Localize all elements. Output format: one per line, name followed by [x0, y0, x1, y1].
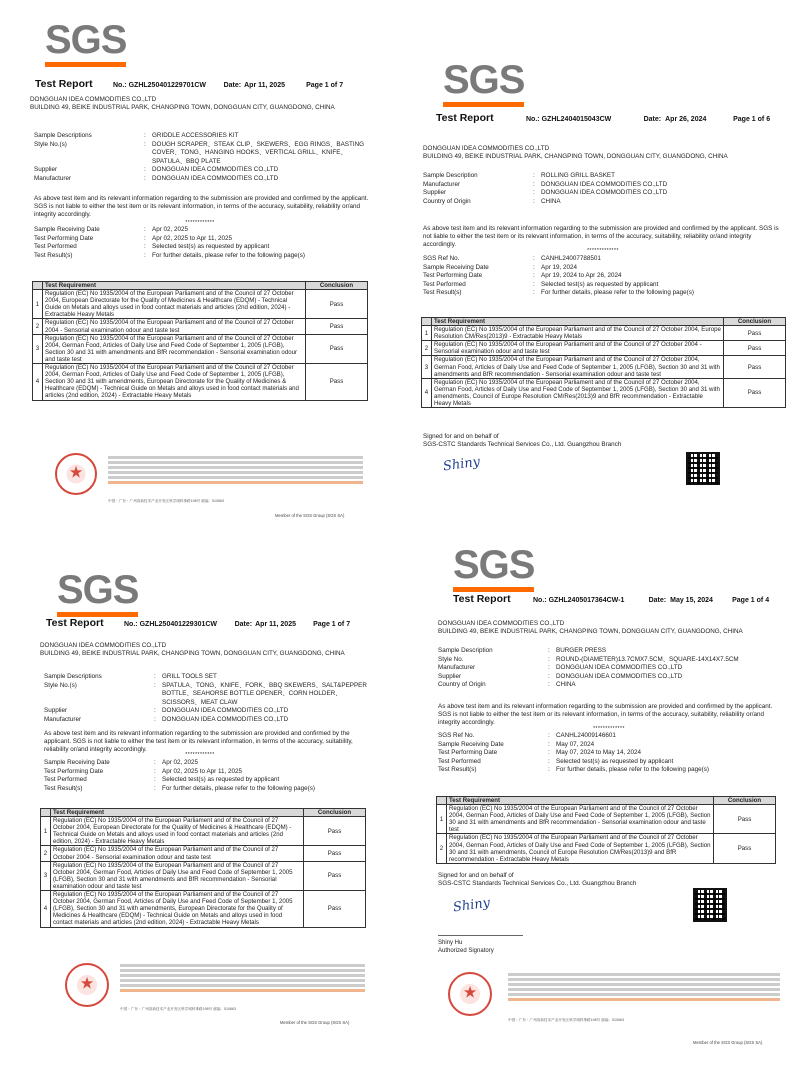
date-label: Date: — [643, 116, 662, 123]
field-value: Apr 02, 2025 to Apr 11, 2025 — [162, 767, 243, 775]
row-number: 3 — [33, 334, 43, 363]
col-test-requirement: Test Requirement — [447, 797, 714, 805]
report-title: Test Report — [436, 112, 494, 124]
table-row — [41, 846, 366, 861]
table-header-row — [437, 797, 776, 805]
field-row: Supplier : DONGGUAN IDEA COMMODITIES CO.,LTD — [423, 189, 786, 198]
field-key: Sample Description — [423, 172, 478, 179]
table-row — [422, 356, 786, 378]
star-icon: ★ — [79, 975, 95, 993]
row-number: 2 — [33, 319, 43, 334]
field-key: Test Performed — [423, 280, 466, 288]
field-row: Test Performed : Selected test(s) as requested by applicant — [34, 243, 375, 252]
handwritten-signature: Shiny — [442, 454, 482, 475]
logo-text: SGS — [443, 58, 525, 102]
field-value: BURGER PRESS — [556, 647, 607, 654]
signer-name: Shiny Hu — [438, 940, 463, 946]
test-results-table — [436, 796, 776, 864]
report-header — [35, 78, 375, 90]
signature-block — [423, 433, 683, 449]
col-conclusion: Conclusion — [306, 282, 368, 290]
field-row: Sample Description : BURGER PRESS — [438, 647, 785, 656]
test-requirement: Regulation (EC) No 1935/2004 of the European Parliament and of the Council of 27 October 2004, European Directorate for the Quality of Medicines & Healthcare (EDQM) - Technical Guide on Metals and alloys used in food contact materials and articles (2nd edition, 2024) - Extractable Heavy Metals — [51, 817, 304, 846]
field-value: Apr 19, 2024 to Apr 26, 2024 — [541, 272, 622, 280]
test-conclusion: Pass — [304, 846, 366, 861]
field-row: Test Performing Date : Apr 19, 2024 to Apr 26, 2024 — [423, 272, 786, 281]
report-basket — [418, 55, 788, 485]
report-header — [453, 593, 790, 605]
footer-address: 中国・广东・广州高新技术产业开发区科学城科珠路198号 邮编：510663 — [120, 1007, 237, 1011]
field-value: Apr 19, 2024 — [541, 263, 578, 271]
field-value: DONGGUAN IDEA COMMODITIES CO.,LTD — [162, 715, 289, 723]
field-key: Country of Origin — [438, 681, 486, 689]
table-row — [422, 378, 786, 407]
separator-stars: ************ — [185, 220, 215, 226]
terms-fineprint — [508, 972, 780, 1012]
field-key: Test Performed — [438, 757, 481, 765]
field-key: Test Performed — [44, 776, 87, 784]
report-burger-press — [428, 540, 790, 1065]
report-title: Test Report — [453, 593, 511, 605]
field-key: Supplier — [34, 166, 58, 174]
field-row: Test Performing Date : May 07, 2024 to May 14, 2024 — [438, 749, 785, 758]
test-requirement: Regulation (EC) No 1935/2004 of the European Parliament and of the Council of 27 October 2004, Europe Resolution CM/Res(2013)9 - Extractable Heavy Metals — [432, 326, 724, 341]
statement: As above test item and its relevant information regarding to the submission are provided and confirmed by the applicant. SGS is not liable to either the test item or its relevant information, in terms of the accuracy, suitability, reliability or/and integrity accordingly. — [438, 703, 773, 726]
logo-bar — [453, 587, 534, 592]
field-row: Sample Receiving Date : Apr 02, 2025 — [44, 759, 375, 768]
field-row: Sample Descriptions : GRIDDLE ACCESSORIES KIT — [34, 132, 375, 141]
report-no-label: No.: — [113, 82, 127, 89]
report-no-label: No.: — [124, 621, 138, 628]
test-info — [423, 255, 786, 298]
footer-address: 中国・广东・广州高新技术产业开发区科学城科珠路198号 邮编：510663 — [108, 499, 225, 503]
field-row: Test Result(s) : For further details, please refer to the following page(s) — [438, 766, 785, 775]
report-header — [436, 112, 788, 124]
table-row — [33, 290, 368, 319]
test-requirement: Regulation (EC) No 1935/2004 of the European Parliament and of the Council of 27 October 2004, German Food, Articles of Daily Use and Feed Code of September 1, 2005 (LFGB), Section 30 and 31 with amendments and BfR recommendation - Sensorial examination odour and taste test — [447, 805, 714, 834]
field-key: Test Performed — [34, 243, 77, 251]
page-number: Page 1 of 7 — [306, 82, 344, 89]
field-value: DONGGUAN IDEA COMMODITIES CO.,LTD — [556, 664, 683, 672]
company-address: BUILDING 49, BEIKE INDUSTRIAL PARK, CHANGPING TOWN, DONGGUAN CITY, GUANGDONG, CHINA — [30, 104, 335, 112]
field-key: Supplier — [44, 707, 68, 715]
row-number: 1 — [422, 326, 432, 341]
test-conclusion: Pass — [304, 861, 366, 890]
test-requirement: Regulation (EC) No 1935/2004 of the European Parliament and of the Council of 27 October 2004, German Food, Articles of Daily Use and Feed Code of September 1, 2005 (LFGB), Section 30 and 31 with amendments, Council of Europe Resolution CM/Res(2013)9 and BfR recommendation - Extractable Heavy Metals — [432, 378, 724, 407]
field-value: For further details, please refer to the following page(s) — [541, 289, 694, 297]
field-value: DONGGUAN IDEA COMMODITIES CO.,LTD — [541, 189, 668, 197]
field-row: Test Performed : Selected test(s) as requested by applicant — [438, 758, 785, 767]
qr-code-icon — [686, 452, 720, 485]
company-name: DONGGUAN IDEA COMMODITIES CO.,LTD — [40, 642, 167, 649]
row-number: 4 — [33, 364, 43, 400]
applicant-address — [423, 145, 788, 161]
field-value: For further details, please refer to the following page(s) — [556, 766, 709, 774]
test-requirement: Regulation (EC) No 1935/2004 of the European Parliament and of the Council of 27 October 2004, German Food, Articles of Daily Use and Feed Code of September 1, 2005 (LFGB), Section 30 and 31 with amendments, Council of Europe Resolution CM/Res(2013)9 and BfR recommendation - Extractable Heavy Metals — [447, 834, 714, 863]
field-row: Style No.(s) : SPATULA、TONG、KNIFE、FORK、BBQ SKEWERS、SALT&PEPPER BOTTLE、SEAHORSE BOTTLE OPENER、CORN HOLDER、SCISSORS、MEAT CLAW — [44, 682, 375, 708]
field-row: Test Performed : Selected test(s) as requested by applicant — [423, 281, 786, 290]
col-test-requirement: Test Requirement — [51, 809, 304, 817]
sample-info — [423, 172, 786, 206]
field-row: Supplier : DONGGUAN IDEA COMMODITIES CO.,LTD — [34, 166, 375, 175]
test-requirement: Regulation (EC) No 1935/2004 of the European Parliament and of the Council of 27 October 2004, German Food, Articles of Daily Use and Feed Code of September 1, 2005 (LFGB), Section 30 and 31 with amendments, European Directorate for the Quality of Medicines & Healthcare (EDQM) - Technical Guide on Metals and alloys used in food contact materials and articles (2nd edition, 2024) - Extractable Heavy Metals — [43, 364, 306, 400]
field-key: Test Performing Date — [438, 749, 498, 757]
field-value: DONGGUAN IDEA COMMODITIES CO.,LTD — [162, 707, 289, 715]
report-grill-tools — [20, 545, 380, 1065]
signature-line — [438, 935, 523, 936]
col-conclusion: Conclusion — [714, 797, 776, 805]
date-label: Date: — [223, 82, 242, 89]
report-date: Apr 11, 2025 — [255, 621, 296, 628]
col-test-requirement: Test Requirement — [432, 318, 724, 326]
field-key: Supplier — [423, 189, 447, 197]
report-title: Test Report — [35, 78, 93, 90]
sgs-logo — [57, 570, 138, 617]
test-conclusion: Pass — [714, 834, 776, 863]
logo-bar — [443, 102, 524, 107]
field-key: Test Performing Date — [44, 767, 104, 775]
field-row: Test Performing Date : Apr 02, 2025 to Apr 11, 2025 — [44, 768, 375, 777]
field-row: Sample Descriptions : GRILL TOOLS SET — [44, 673, 375, 682]
test-results-table — [421, 317, 786, 408]
sgs-logo — [45, 20, 126, 67]
signer-title: Authorized Signatory — [438, 947, 494, 954]
field-value: Selected test(s) as requested by applicant — [541, 280, 659, 288]
logo-text: SGS — [45, 18, 127, 62]
report-date: Apr 11, 2025 — [244, 82, 285, 89]
field-row: Manufacturer : DONGGUAN IDEA COMMODITIES CO.,LTD — [34, 175, 375, 184]
col-conclusion: Conclusion — [724, 318, 786, 326]
table-header-row — [41, 809, 366, 817]
statement: As above test item and its relevant information regarding to the submission are provided and confirmed by the applicant. SGS is not liable to either the test item or its relevant information, in terms of the accuracy, suitability, reliability or/and integrity accordingly. — [34, 195, 369, 218]
sample-info — [438, 647, 785, 690]
field-row: Country of Origin : CHINA — [423, 198, 786, 207]
logo-bar — [45, 62, 126, 67]
field-value: SPATULA、TONG、KNIFE、FORK、BBQ SKEWERS、SALT&PEPPER BOTTLE、SEAHORSE BOTTLE OPENER、CORN HOLDER、SCISSORS、MEAT CLAW — [162, 681, 367, 706]
field-key: Sample Receiving Date — [34, 226, 100, 233]
field-key: SGS Ref No. — [438, 732, 475, 739]
applicant-address — [30, 96, 380, 112]
report-no: GZHL250401229701CW — [128, 82, 207, 89]
report-griddle — [20, 15, 380, 525]
official-seal — [448, 972, 492, 1016]
signed-on-behalf: Signed for and on behalf of — [423, 433, 499, 440]
report-no-label: No.: — [526, 116, 540, 123]
row-number: 1 — [33, 290, 43, 319]
row-number: 3 — [41, 861, 51, 890]
company-address: BUILDING 49, BEIKE INDUSTRIAL PARK, CHANGPING TOWN, DONGGUAN CITY, GUANGDONG, CHINA — [423, 153, 728, 161]
terms-fineprint — [108, 455, 363, 493]
field-key: Style No.(s) — [34, 140, 67, 148]
field-key: Test Performing Date — [423, 272, 483, 280]
branch-name: SGS-CSTC Standards Technical Services Co., Ltd. Guangzhou Branch — [423, 441, 622, 448]
field-key: Supplier — [438, 672, 462, 680]
field-row: Sample Receiving Date : May 07, 2024 — [438, 741, 785, 750]
field-value: CHINA — [556, 681, 576, 689]
test-conclusion: Pass — [724, 378, 786, 407]
signer-info — [438, 940, 494, 955]
row-number: 1 — [41, 817, 51, 846]
field-row: Manufacturer : DONGGUAN IDEA COMMODITIES CO.,LTD — [438, 664, 785, 673]
page-number: Page 1 of 7 — [313, 621, 351, 628]
test-conclusion: Pass — [304, 817, 366, 846]
col-conclusion: Conclusion — [304, 809, 366, 817]
company-address: BUILDING 49, BEIKE INDUSTRIAL PARK, CHANGPING TOWN, DONGGUAN CITY, GUANGDONG, CHINA — [438, 628, 743, 636]
field-value: Selected test(s) as requested by applicant — [556, 757, 674, 765]
field-key: Sample Description — [438, 647, 493, 654]
separator-stars: ************* — [593, 726, 625, 732]
field-row: Sample Description : ROLLING GRILL BASKET — [423, 172, 786, 181]
field-value: DONGGUAN IDEA COMMODITIES CO.,LTD — [152, 166, 279, 174]
row-number: 2 — [422, 341, 432, 356]
test-requirement: Regulation (EC) No 1935/2004 of the European Parliament and of the Council of 27 October 2004 - Sensorial examination odour and taste test — [43, 319, 306, 334]
field-row: Manufacturer : DONGGUAN IDEA COMMODITIES CO.,LTD — [423, 181, 786, 190]
field-value: DOUGH SCRAPER、STEAK CLIP、SKEWERS、EGG RINGS、BASTING COVER、TONG、HANGING HOOKS、VERTICAL GRILL、KNIFE、SPATULA、BBQ PLATE — [152, 140, 365, 165]
field-value: CANHL24007788501 — [541, 255, 601, 262]
test-results-table — [40, 808, 366, 928]
test-conclusion: Pass — [724, 356, 786, 378]
star-icon: ★ — [68, 464, 84, 482]
test-requirement: Regulation (EC) No 1935/2004 of the European Parliament and of the Council of 27 October 2004 - Sensorial examination odour and taste test — [432, 341, 724, 356]
field-key: Country of Origin — [423, 197, 471, 205]
field-value: DONGGUAN IDEA COMMODITIES CO.,LTD — [556, 672, 683, 680]
row-number: 2 — [41, 846, 51, 861]
sample-info — [34, 132, 375, 184]
footer-address: 中国・广东・广州高新技术产业开发区科学城科珠路198号 邮编：510663 — [508, 1018, 625, 1022]
report-title: Test Report — [46, 617, 104, 629]
test-conclusion: Pass — [724, 326, 786, 341]
table-row — [422, 326, 786, 341]
field-value: CHINA — [541, 197, 561, 205]
page-number: Page 1 of 4 — [732, 597, 770, 604]
field-value: Apr 02, 2025 — [162, 759, 199, 766]
qr-code-icon — [693, 888, 727, 922]
field-row: SGS Ref No. : CANHL24009146601 — [438, 732, 785, 741]
separator-stars: ************* — [587, 248, 619, 254]
sgs-logo — [443, 60, 524, 107]
col-test-requirement: Test Requirement — [43, 282, 306, 290]
field-key: Sample Receiving Date — [438, 740, 504, 748]
field-key: SGS Ref No. — [423, 255, 460, 262]
test-conclusion: Pass — [306, 334, 368, 363]
test-conclusion: Pass — [714, 805, 776, 834]
sample-info — [44, 673, 375, 725]
table-row — [41, 891, 366, 927]
field-key: Manufacturer — [44, 715, 82, 723]
date-label: Date: — [234, 621, 253, 628]
statement: As above test item and its relevant information regarding to the submission are provided and confirmed by the applicant. SGS is not liable to either the test item or its relevant information, in terms of the accuracy, suitability, reliability or/and integrity accordingly. — [423, 225, 779, 248]
separator-stars: ************ — [185, 752, 215, 758]
field-row: Test Performing Date : Apr 02, 2025 to Apr 11, 2025 — [34, 235, 375, 244]
field-value: ROLLING GRILL BASKET — [541, 172, 615, 179]
report-date: Apr 26, 2024 — [665, 116, 707, 123]
field-key: Test Result(s) — [44, 784, 83, 792]
row-number: 2 — [437, 834, 447, 863]
field-key: Sample Descriptions — [44, 673, 102, 680]
field-row: Test Result(s) : For further details, please refer to the following page(s) — [423, 289, 786, 298]
table-header-row — [422, 318, 786, 326]
field-row: Sample Receiving Date : Apr 02, 2025 — [34, 226, 375, 235]
row-number: 4 — [422, 378, 432, 407]
field-value: DONGGUAN IDEA COMMODITIES CO.,LTD — [152, 174, 279, 182]
field-key: Manufacturer — [34, 174, 72, 182]
field-value: May 07, 2024 — [556, 740, 595, 748]
report-header — [46, 617, 380, 629]
signature-block — [438, 872, 698, 888]
field-value: Selected test(s) as requested by applicant — [152, 243, 270, 251]
test-requirement: Regulation (EC) No 1935/2004 of the European Parliament and of the Council of 27 October 2004, German Food, Articles of Daily Use and Feed Code of September 1, 2005 (LFGB), Section 30 and 31 with amendments and BfR recommendation - Sensorial examination odour and taste test — [51, 861, 304, 890]
logo-text: SGS — [453, 543, 535, 587]
table-row — [437, 805, 776, 834]
field-key: Style No.(s) — [44, 681, 77, 689]
field-value: GRILL TOOLS SET — [162, 673, 217, 680]
table-row — [41, 861, 366, 890]
field-key: Test Performing Date — [34, 234, 94, 242]
field-row: SGS Ref No. : CANHL24007788501 — [423, 255, 786, 264]
logo-text: SGS — [57, 568, 139, 612]
field-value: DONGGUAN IDEA COMMODITIES CO.,LTD — [541, 180, 668, 188]
table-row — [33, 334, 368, 363]
applicant-address — [438, 620, 790, 636]
field-key: Test Result(s) — [438, 766, 477, 774]
company-address: BUILDING 49, BEIKE INDUSTRIAL PARK, CHANGPING TOWN, DONGGUAN CITY, GUANGDONG, CHINA — [40, 650, 345, 658]
statement: As above test item and its relevant information regarding to the submission are provided and confirmed by the applicant. SGS is not liable to either the test item or its relevant information, in terms of the accuracy, suitability, reliability or/and integrity accordingly. — [44, 730, 353, 753]
field-value: For further details, please refer to the following page(s) — [152, 251, 305, 259]
field-value: May 07, 2024 to May 14, 2024 — [556, 749, 642, 757]
page-number: Page 1 of 6 — [733, 116, 771, 123]
report-no: GZHL2405017364CW-1 — [548, 597, 625, 604]
test-requirement: Regulation (EC) No 1935/2004 of the European Parliament and of the Council of 27 October 2004, German Food, Articles of Daily Use and Feed Code of September 1, 2005 (LFGB), Section 30 and 31 with amendments and BfR recommendation - Sensorial examination odour and taste test — [432, 356, 724, 378]
row-number: 4 — [41, 891, 51, 927]
table-header-row — [33, 282, 368, 290]
field-row: Style No.(s) : DOUGH SCRAPER、STEAK CLIP、SKEWERS、EGG RINGS、BASTING COVER、TONG、HANGING HOOKS、VERTICAL GRILL、KNIFE、SPATULA、BBQ PLATE — [34, 141, 375, 167]
field-key: Test Result(s) — [423, 289, 462, 297]
company-name: DONGGUAN IDEA COMMODITIES CO.,LTD — [30, 96, 157, 103]
field-row: Country of Origin : CHINA — [438, 681, 785, 690]
test-requirement: Regulation (EC) No 1935/2004 of the European Parliament and of the Council of 27 October 2004 - Sensorial examination odour and taste test — [51, 846, 304, 861]
test-results-table — [32, 281, 368, 401]
field-value: For further details, please refer to the following page(s) — [162, 784, 315, 792]
table-row — [33, 319, 368, 334]
table-row — [422, 341, 786, 356]
field-key: Sample Descriptions — [34, 132, 92, 139]
test-requirement: Regulation (EC) No 1935/2004 of the European Parliament and of the Council of 27 October 2004, German Food, Articles of Daily Use and Feed Code of September 1, 2005 (LFGB), Section 30 and 31 with amendments and BfR recommendation - Sensorial examination odour and taste test — [43, 334, 306, 363]
row-number: 3 — [422, 356, 432, 378]
field-key: Sample Receiving Date — [423, 263, 489, 271]
date-label: Date: — [648, 597, 667, 604]
sgs-member-note: Member of the SGS Group (SGS SA) — [275, 513, 345, 518]
field-row: Supplier : DONGGUAN IDEA COMMODITIES CO.,LTD — [44, 707, 375, 716]
company-name: DONGGUAN IDEA COMMODITIES CO.,LTD — [438, 620, 565, 627]
test-conclusion: Pass — [304, 891, 366, 927]
field-key: Sample Receiving Date — [44, 759, 110, 766]
handwritten-signature: Shiny — [452, 895, 492, 916]
test-requirement: Regulation (EC) No 1935/2004 of the European Parliament and of the Council of 27 October 2004, German Food, Articles of Daily Use and Feed Code of September 1, 2005 (LFGB), Section 30 and 31 with amendments, European Directorate for the Quality of Medicines & Healthcare (EDQM) - Technical Guide on Metals and alloys used in food contact materials and articles (2nd edition, 2024) - Extractable Heavy Metals — [51, 891, 304, 927]
company-name: DONGGUAN IDEA COMMODITIES CO.,LTD — [423, 145, 550, 152]
field-key: Test Result(s) — [34, 251, 73, 259]
official-seal — [55, 453, 97, 495]
field-key: Style No. — [438, 655, 464, 663]
field-value: Apr 02, 2025 to Apr 11, 2025 — [152, 234, 233, 242]
branch-name: SGS-CSTC Standards Technical Services Co., Ltd. Guangzhou Branch — [438, 880, 637, 887]
test-conclusion: Pass — [306, 364, 368, 400]
report-no: GZHL250401229301CW — [139, 621, 218, 628]
report-no: GZHL2404015043CW — [541, 116, 612, 123]
sgs-member-note: Member of the SGS Group (SGS SA) — [693, 1040, 763, 1045]
table-row — [41, 817, 366, 846]
sgs-member-note: Member of the SGS Group (SGS SA) — [280, 1020, 350, 1025]
applicant-address — [40, 642, 380, 658]
field-row: Style No. : ROUND-(DIAMETER)13.7CMX7.5CM、SQUARE-14X14X7.5CM — [438, 656, 785, 665]
test-conclusion: Pass — [724, 341, 786, 356]
official-seal — [65, 963, 109, 1007]
test-info — [44, 759, 375, 793]
report-no-label: No.: — [533, 597, 547, 604]
field-key: Manufacturer — [423, 180, 461, 188]
test-conclusion: Pass — [306, 290, 368, 319]
field-value: Selected test(s) as requested by applicant — [162, 776, 280, 784]
test-requirement: Regulation (EC) No 1935/2004 of the European Parliament and of the Council of 27 October 2004, European Directorate for the Quality of Medicines & Healthcare (EDQM) - Technical Guide on Metals and alloys used in food contact materials and articles (2nd edition, 2024) - Extractable Heavy Metals — [43, 290, 306, 319]
signed-on-behalf: Signed for and on behalf of — [438, 872, 514, 879]
field-value: CANHL24009146601 — [556, 732, 616, 739]
table-row — [33, 364, 368, 400]
terms-fineprint — [120, 963, 365, 1003]
field-row: Manufacturer : DONGGUAN IDEA COMMODITIES CO.,LTD — [44, 716, 375, 725]
test-info — [438, 732, 785, 775]
field-row: Sample Receiving Date : Apr 19, 2024 — [423, 264, 786, 273]
field-row: Supplier : DONGGUAN IDEA COMMODITIES CO.,LTD — [438, 673, 785, 682]
report-date: May 15, 2024 — [670, 597, 713, 604]
test-conclusion: Pass — [306, 319, 368, 334]
field-value: GRIDDLE ACCESSORIES KIT — [152, 132, 239, 139]
field-key: Manufacturer — [438, 664, 476, 672]
field-row: Test Result(s) : For further details, please refer to the following page(s) — [34, 252, 375, 261]
field-row: Test Result(s) : For further details, please refer to the following page(s) — [44, 785, 375, 794]
star-icon: ★ — [462, 984, 478, 1002]
test-info — [34, 226, 375, 260]
field-value: Apr 02, 2025 — [152, 226, 189, 233]
table-row — [437, 834, 776, 863]
row-number: 1 — [437, 805, 447, 834]
field-row: Test Performed : Selected test(s) as requested by applicant — [44, 776, 375, 785]
sgs-logo — [453, 545, 534, 592]
field-value: ROUND-(DIAMETER)13.7CMX7.5CM、SQUARE-14X14X7.5CM — [556, 655, 739, 663]
